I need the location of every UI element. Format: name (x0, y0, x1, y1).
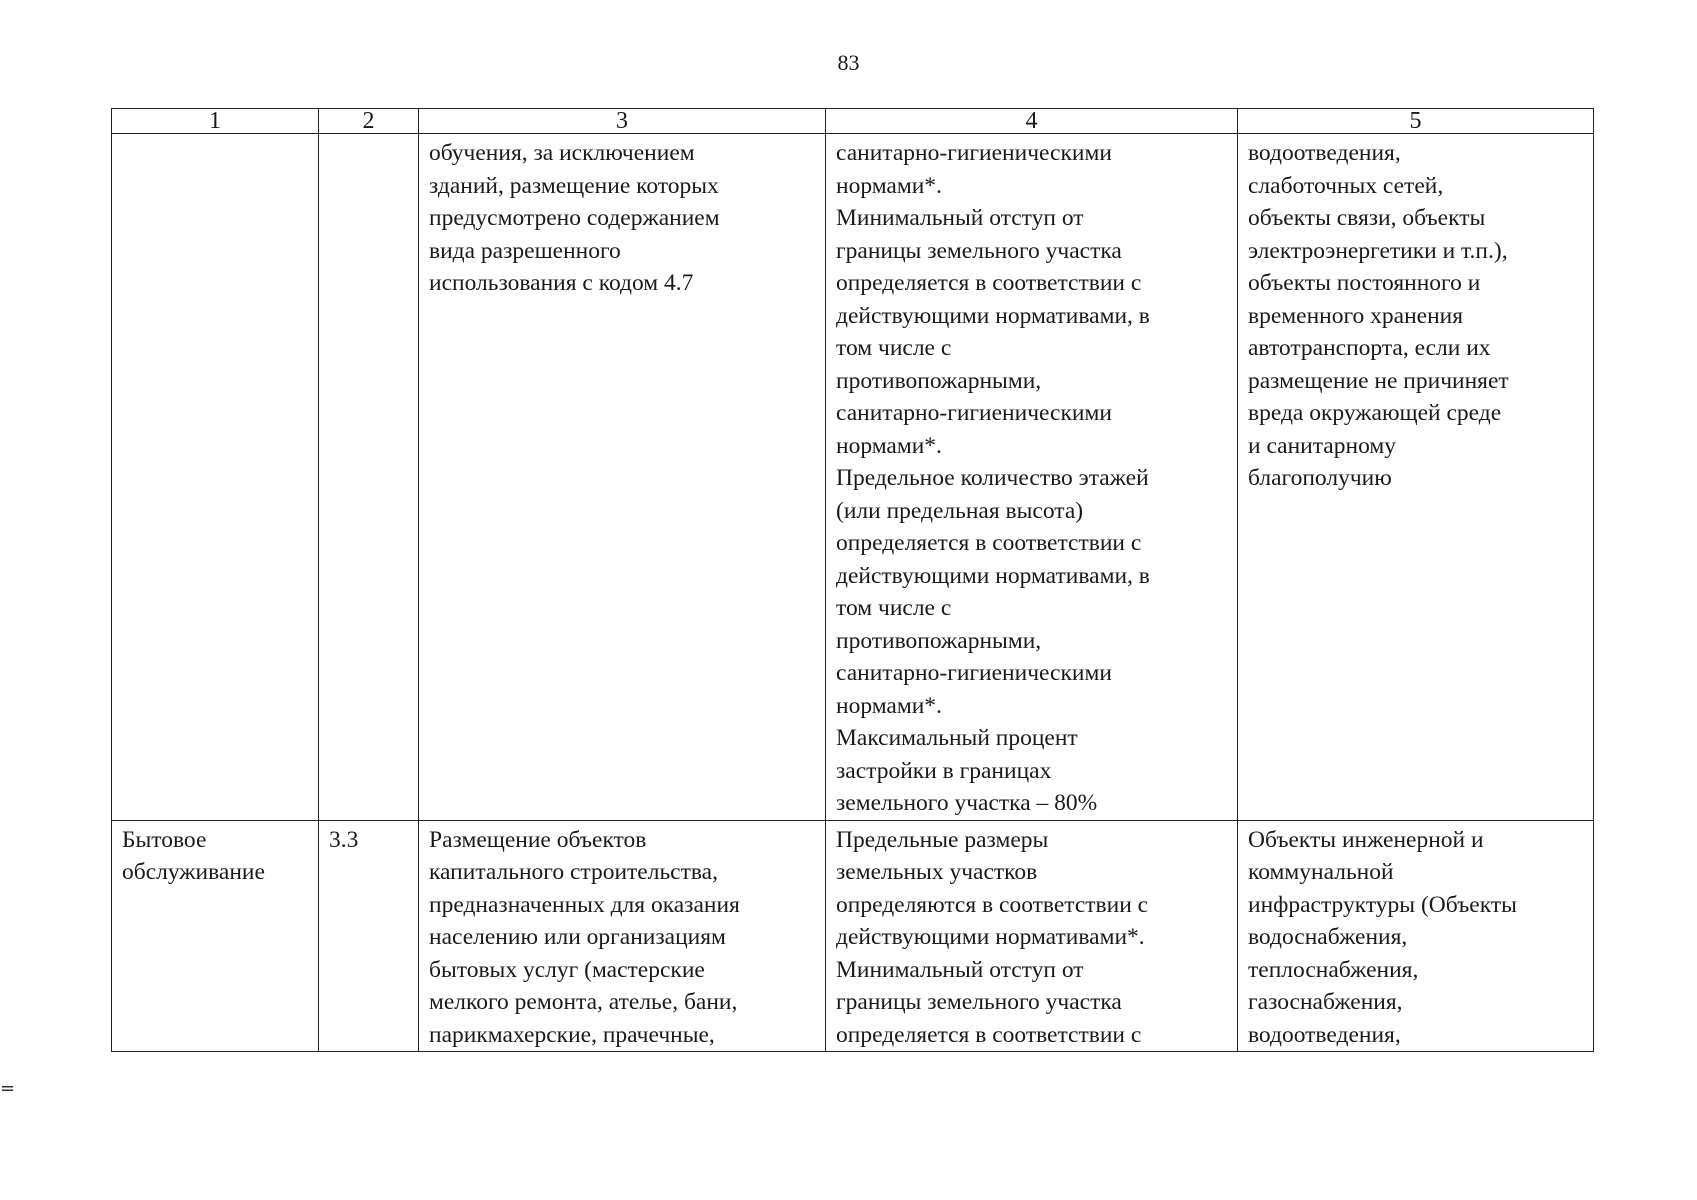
cell-use-code (319, 820, 419, 1052)
cell-text-line: зданий, размещение которых (429, 172, 719, 199)
cell-auxiliary-uses (1238, 820, 1594, 1052)
cell-text-line: границы земельного участка (836, 237, 1122, 264)
cell-text-line: капитального строительства, (429, 859, 718, 885)
table-row (112, 820, 1594, 1052)
table-row (112, 134, 1594, 821)
header-col-5: 5 (1238, 109, 1594, 134)
cell-text-line: предусмотрено содержанием (429, 205, 720, 231)
cell-use-name (112, 134, 319, 821)
cell-text-line: электроэнергетики и т.п.), (1248, 237, 1508, 264)
cell-text-line: действующими нормативами*. (836, 924, 1145, 950)
cell-text-line: Объекты инженерной и (1248, 826, 1484, 853)
zoning-table (111, 108, 1594, 1052)
header-col-1: 1 (112, 109, 319, 134)
cell-text-line: определяются в соответствии с (836, 891, 1149, 918)
cell-text-line: использования с кодом 4.7 (429, 270, 694, 296)
cell-text-line: вреда окружающей среде (1248, 400, 1502, 426)
cell-auxiliary-uses (1238, 134, 1594, 821)
header-col-3: 3 (419, 109, 826, 134)
cell-use-code (319, 134, 419, 821)
cell-text-line: автотранспорта, если их (1248, 335, 1491, 361)
cell-text-line: и санитарному (1248, 432, 1396, 459)
cell-text-line: противопожарными, (836, 627, 1042, 654)
cell-text-line: инфраструктуры (Объекты (1248, 891, 1517, 918)
cell-text-line: временного хранения (1248, 302, 1464, 329)
cell-text-line: санитарно-гигиеническими (836, 400, 1112, 426)
cell-text-line: парикмахерские, прачечные, (429, 1021, 715, 1048)
cell-text-line: коммунальной (1248, 859, 1394, 885)
cell-text-line: Минимальный отступ от (836, 956, 1084, 983)
cell-use-description (419, 820, 826, 1052)
cell-text-line: том числе с (836, 595, 952, 621)
cell-text-line: Предельное количество этажей (836, 465, 1149, 491)
cell-use-name (112, 820, 319, 1052)
cell-text-line: Бытовое (122, 826, 207, 853)
cell-text-line: (или предельная высота) (836, 497, 1084, 524)
cell-text-line: теплоснабжения, (1248, 956, 1419, 983)
cell-text-line: границы земельного участка (836, 989, 1122, 1015)
cell-text-line: действующими нормативами, в (836, 562, 1150, 589)
cell-text-line: газоснабжения, (1248, 989, 1403, 1015)
cell-text-line: мелкого ремонта, ателье, бани, (429, 989, 738, 1015)
cell-text-line: слаботочных сетей, (1248, 172, 1444, 199)
header-col-4: 4 (826, 109, 1238, 134)
cell-text-line: определяется в соответствии с (836, 530, 1142, 556)
cell-text-line: населению или организациям (429, 924, 726, 950)
cell-text-line: водоотведения, (1248, 1021, 1401, 1048)
cell-text-line: водоотведения, (1248, 140, 1401, 166)
cell-text-line: том числе с (836, 335, 952, 361)
cell-text-line: застройки в границах (836, 757, 1052, 784)
cell-parameters (826, 134, 1238, 821)
cell-text-line: определяется в соответствии с (836, 1021, 1142, 1048)
cell-text-line: Максимальный процент (836, 725, 1078, 751)
cell-text-line: размещение не причиняет (1248, 367, 1509, 394)
cell-text-line: вида разрешенного (429, 237, 621, 264)
cell-text-line: благополучию (1248, 465, 1392, 491)
table-header-row (112, 109, 1594, 134)
cell-text-line: водоснабжения, (1248, 924, 1408, 950)
cell-text-line: земельного участка – 80% (836, 790, 1098, 816)
header-col-2: 2 (319, 109, 419, 134)
cell-text-line: действующими нормативами, в (836, 302, 1150, 329)
cell-text-line: Минимальный отступ от (836, 205, 1084, 231)
cell-text-line: предназначенных для оказания (429, 891, 740, 918)
cell-text-line: санитарно-гигиеническими (836, 660, 1112, 686)
cell-text-line: земельных участков (836, 859, 1038, 885)
cell-text-line: нормами*. (836, 692, 942, 719)
cell-text-line: противопожарными, (836, 367, 1042, 394)
cell-text-line: определяется в соответствии с (836, 270, 1142, 296)
cell-parameters (826, 820, 1238, 1052)
cell-text-line: обслуживание (122, 859, 265, 885)
cell-text-line: объекты связи, объекты (1248, 205, 1486, 231)
edge-mark: = (0, 1078, 16, 1099)
cell-text-line: 3.3 (329, 826, 359, 853)
cell-text-line: нормами*. (836, 432, 942, 459)
cell-text-line: Размещение объектов (429, 826, 647, 853)
cell-text-line: Предельные размеры (836, 826, 1049, 853)
cell-text-line: санитарно-гигиеническими (836, 140, 1112, 166)
cell-text-line: бытовых услуг (мастерские (429, 956, 705, 983)
cell-text-line: обучения, за исключением (429, 140, 695, 166)
page-number: 83 (837, 50, 860, 75)
cell-text-line: нормами*. (836, 172, 942, 199)
cell-text-line: объекты постоянного и (1248, 270, 1481, 296)
cell-use-description (419, 134, 826, 821)
